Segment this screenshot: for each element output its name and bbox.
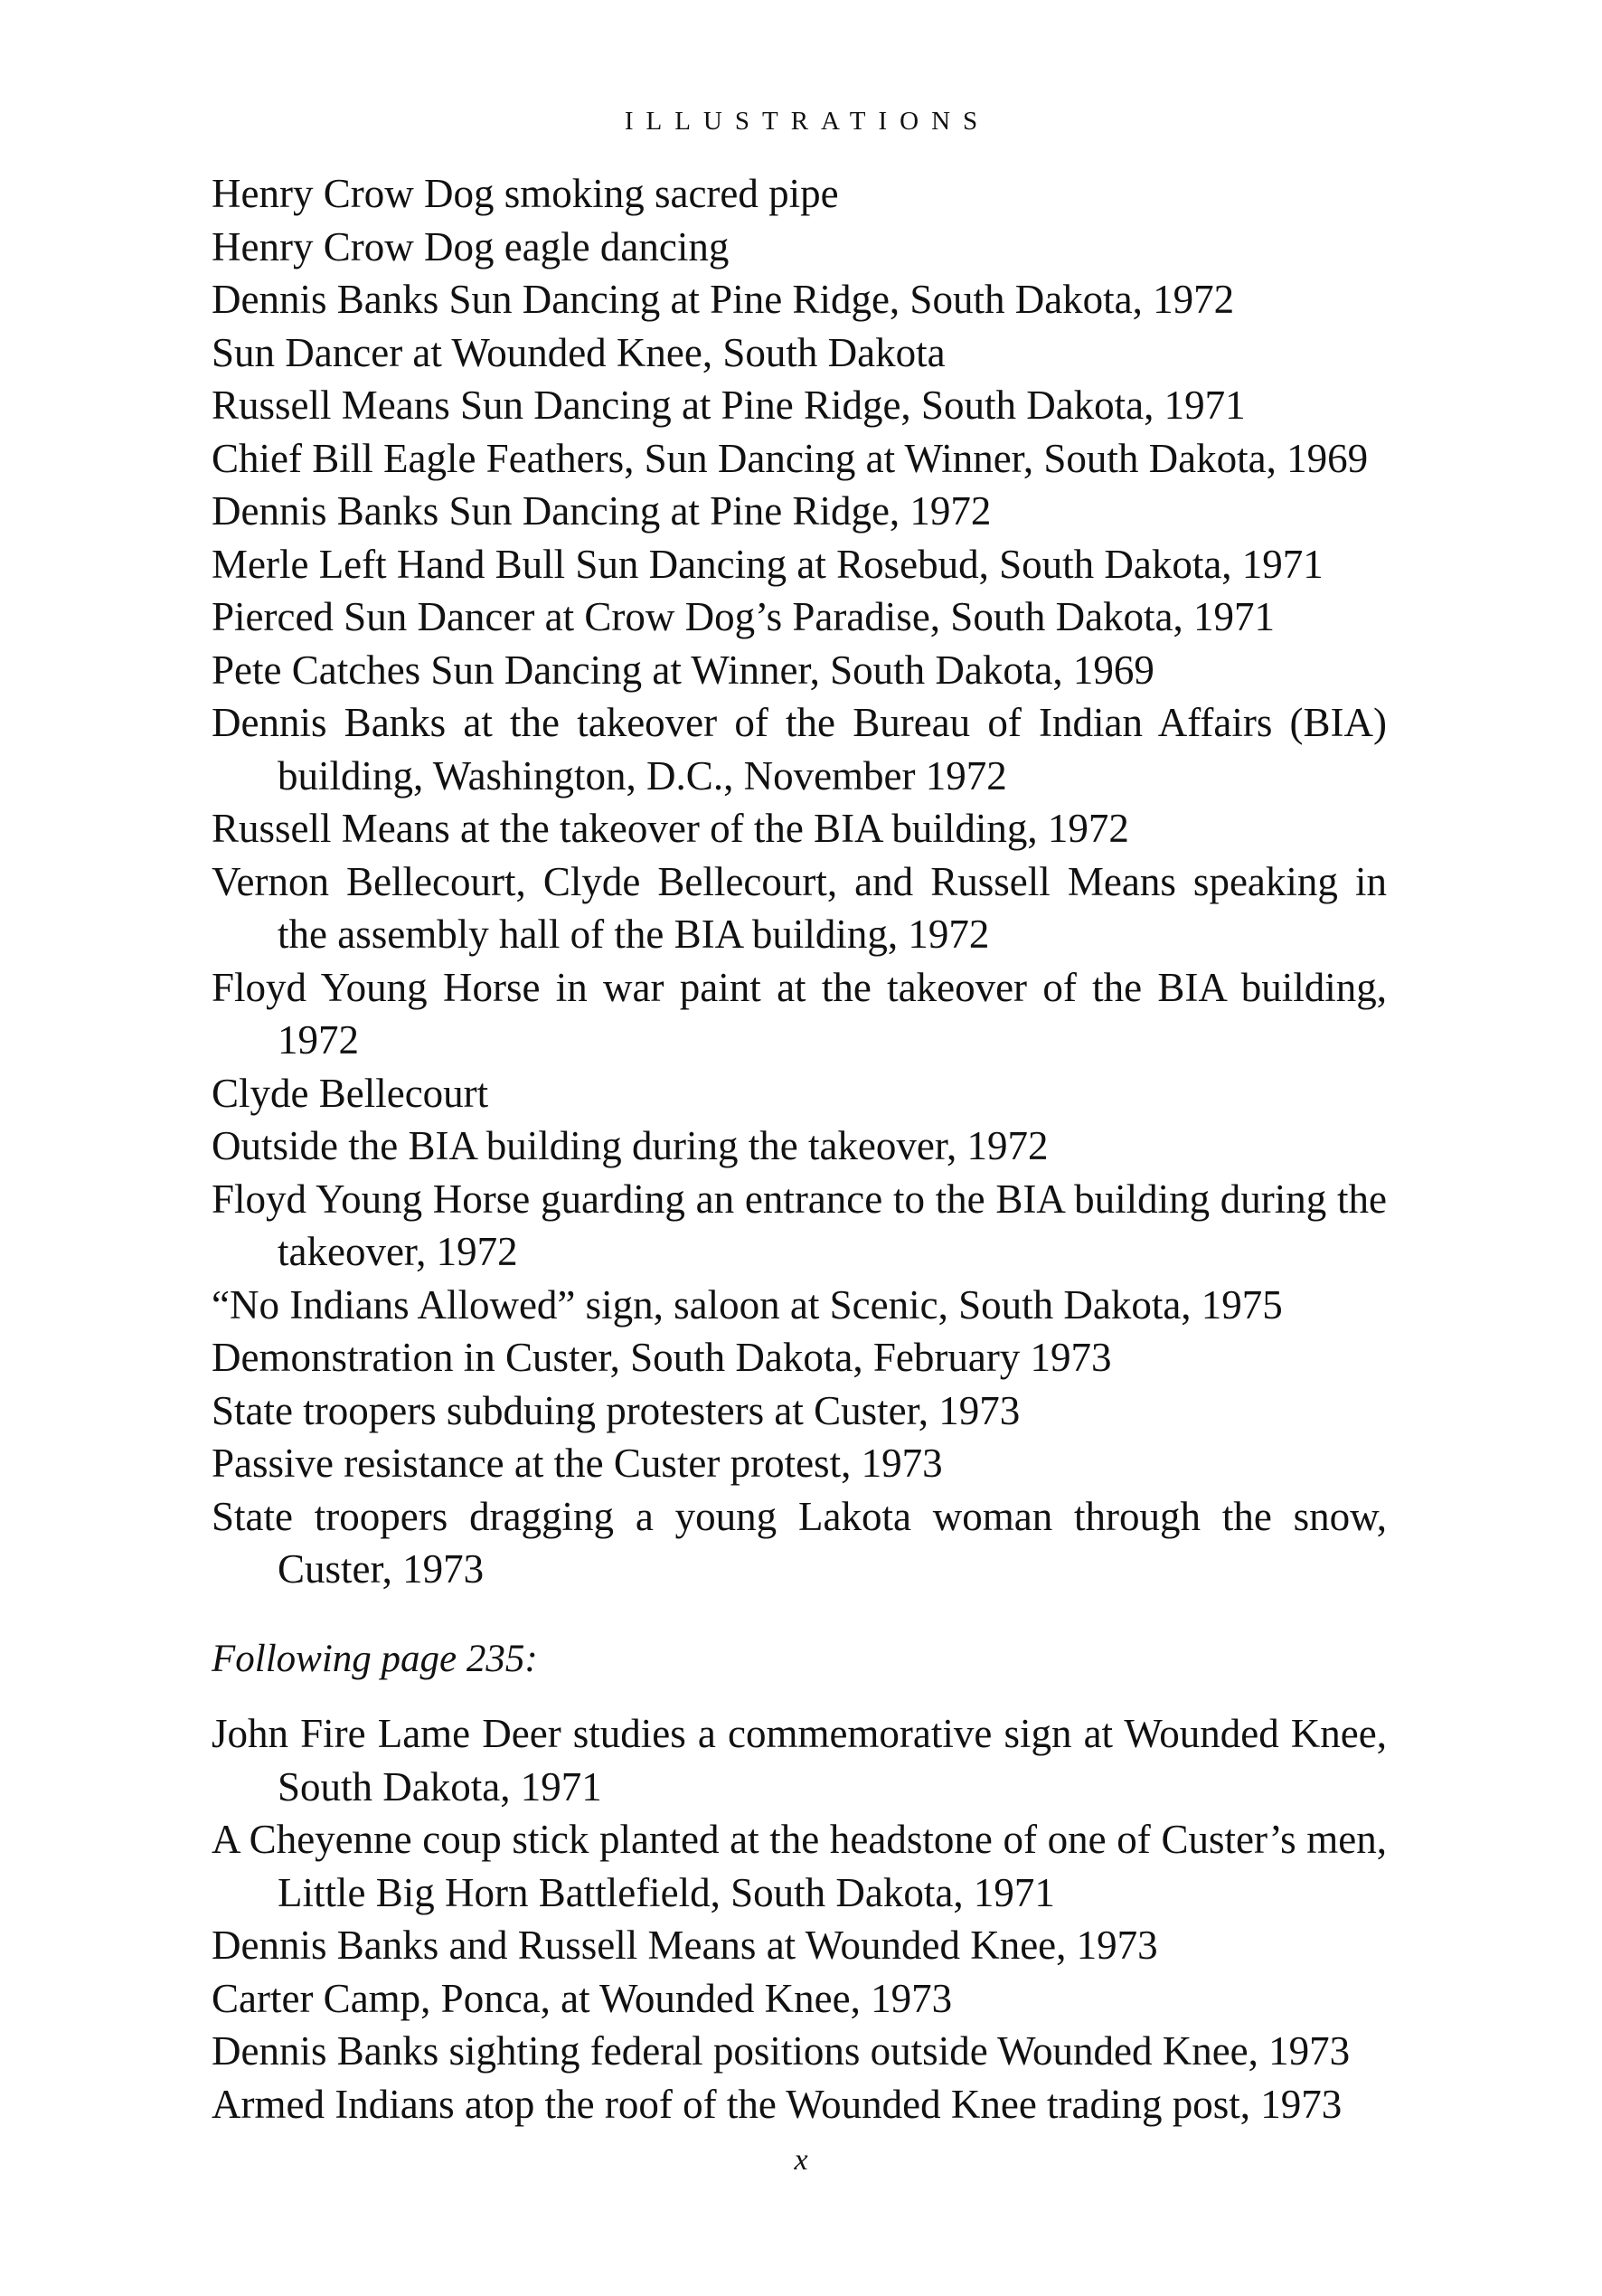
list-item: Merle Left Hand Bull Sun Dancing at Rosebud, South Dakota, 1971 xyxy=(212,541,1324,587)
list-item: Armed Indians atop the roof of the Wounded Knee trading post, 1973 xyxy=(212,2081,1343,2127)
list-item: Dennis Banks sighting federal positions outside Wounded Knee, 1973 xyxy=(212,2028,1351,2074)
illustration-list xyxy=(212,167,1387,1596)
list-item: State troopers subduing protesters at Custer, 1973 xyxy=(212,1387,1021,1433)
list-item: Dennis Banks Sun Dancing at Pine Ridge, South Dakota, 1972 xyxy=(212,277,1235,322)
list-item: Dennis Banks at the takeover of the Bureau of Indian Affairs (BIA) building, Washington, D.C., November 1972 xyxy=(212,700,1387,798)
list-item: Dennis Banks and Russell Means at Wounded Knee, 1973 xyxy=(212,1923,1158,1968)
list-item: John Fire Lame Deer studies a commemorative sign at Wounded Knee, South Dakota, 1971 xyxy=(212,1711,1387,1809)
list-item: A Cheyenne coup stick planted at the headstone of one of Custer’s men, Little Big Horn Battlefield, South Dakota, 1971 xyxy=(212,1817,1387,1915)
list-item: Henry Crow Dog eagle dancing xyxy=(212,223,730,269)
list-item: Demonstration in Custer, South Dakota, February 1973 xyxy=(212,1335,1112,1380)
list-item: Floyd Young Horse guarding an entrance to the BIA building during the takeover, 1972 xyxy=(212,1176,1387,1274)
list-item: “No Indians Allowed” sign, saloon at Scenic, South Dakota, 1975 xyxy=(212,1281,1283,1328)
list-item: Pete Catches Sun Dancing at Winner, South Dakota, 1969 xyxy=(212,647,1154,693)
list-item: Outside the BIA building during the takeover, 1972 xyxy=(212,1123,1049,1168)
list-item: Clyde Bellecourt xyxy=(212,1070,489,1116)
section-heading: Following page 235: xyxy=(212,1638,538,1680)
page-number: x xyxy=(794,2143,808,2177)
list-item: Floyd Young Horse in war paint at the takeover of the BIA building, 1972 xyxy=(212,964,1387,1063)
running-head: ILLUSTRATIONS xyxy=(624,107,991,136)
list-item: Dennis Banks Sun Dancing at Pine Ridge, 1972 xyxy=(212,488,992,534)
list-item: Pierced Sun Dancer at Crow Dog’s Paradise, South Dakota, 1971 xyxy=(212,594,1276,639)
illustration-list-following-page xyxy=(212,1707,1387,2131)
list-item: Vernon Bellecourt, Clyde Bellecourt, and Russell Means speaking in the assembly hall of the BIA building, 1972 xyxy=(212,858,1387,957)
list-item: Passive resistance at the Custer protest, 1973 xyxy=(212,1441,943,1486)
list-item: State troopers dragging a young Lakota woman through the snow, Custer, 1973 xyxy=(212,1493,1387,1592)
list-item: Carter Camp, Ponca, at Wounded Knee, 1973 xyxy=(212,1975,953,2021)
list-item: Chief Bill Eagle Feathers, Sun Dancing at Winner, South Dakota, 1969 xyxy=(212,435,1369,481)
list-item: Russell Means at the takeover of the BIA building, 1972 xyxy=(212,806,1129,851)
list-item: Sun Dancer at Wounded Knee, South Dakota xyxy=(212,329,946,375)
list-item: Russell Means Sun Dancing at Pine Ridge, South Dakota, 1971 xyxy=(212,383,1246,428)
list-item: Henry Crow Dog smoking sacred pipe xyxy=(212,171,839,216)
